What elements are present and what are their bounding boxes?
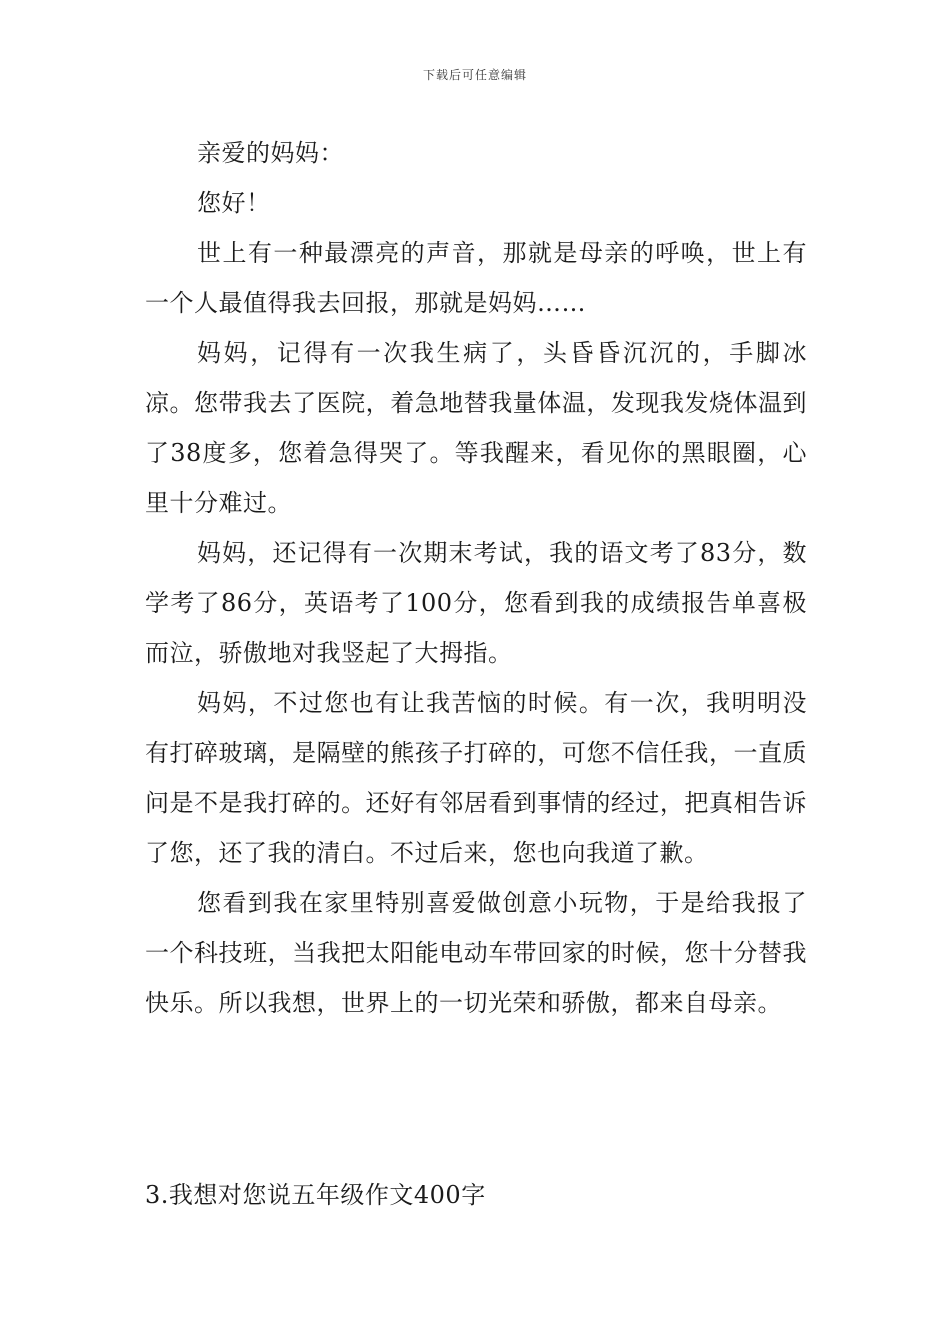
letter-salutation: 亲爱的妈妈： xyxy=(197,139,344,167)
letter-paragraph: 您看到我在家里特别喜爱做创意小玩物，于是给我报了一个科技班，当我把太阳能电动车带回家的时候，您十分替我快乐。所以我想，世界上的一切光荣和骄傲，都来自母亲。 xyxy=(145,889,807,1017)
section-heading: 3.我想对您说五年级作文400字 xyxy=(145,1181,486,1209)
letter-paragraph: 妈妈，还记得有一次期末考试，我的语文考了83分，数学考了86分，英语考了100分，您看到我的成绩报告单喜极而泣，骄傲地对我竖起了大拇指。 xyxy=(145,539,807,667)
letter-paragraph: 世上有一种最漂亮的声音，那就是母亲的呼唤，世上有一个人最值得我去回报，那就是妈妈…… xyxy=(145,239,807,317)
letter-body xyxy=(145,128,807,1028)
letter-paragraph: 妈妈，记得有一次我生病了，头昏昏沉沉的，手脚冰凉。您带我去了医院，着急地替我量体温，发现我发烧体温到了38度多，您着急得哭了。等我醒来，看见你的黑眼圈，心里十分难过。 xyxy=(145,339,807,517)
letter-greeting: 您好！ xyxy=(197,189,271,217)
letter-paragraph: 妈妈，不过您也有让我苦恼的时候。有一次，我明明没有打碎玻璃，是隔壁的熊孩子打碎的，可您不信任我，一直质问是不是我打碎的。还好有邻居看到事情的经过，把真相告诉了您，还了我的清白。不过后来，您也向我道了歉。 xyxy=(145,689,807,867)
page-header-note: 下载后可任意编辑 xyxy=(422,68,527,82)
